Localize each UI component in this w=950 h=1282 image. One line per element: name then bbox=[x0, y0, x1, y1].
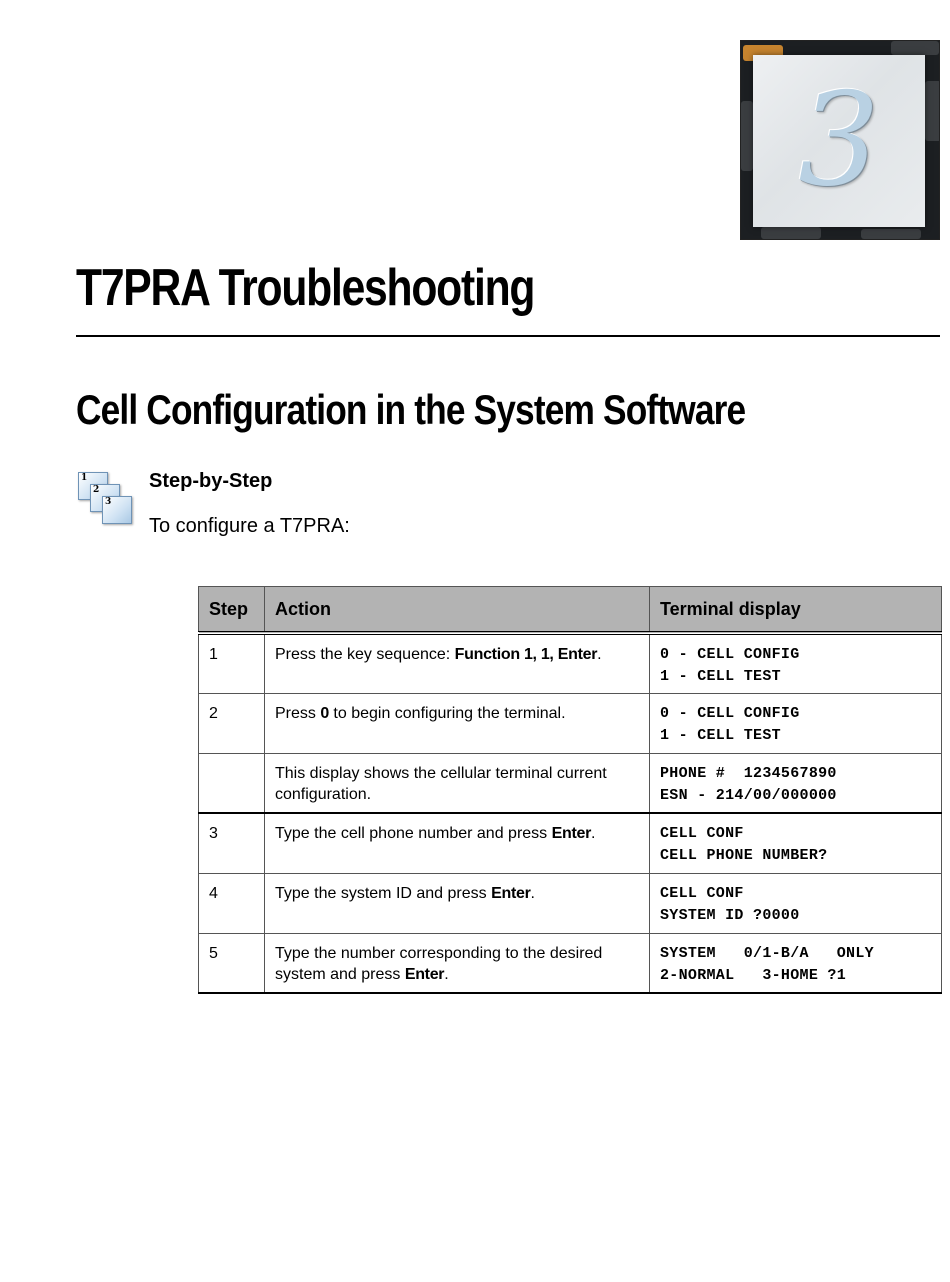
stacked-steps-icon bbox=[78, 472, 134, 530]
title-divider bbox=[76, 335, 940, 337]
action-key: Enter bbox=[491, 884, 531, 902]
action-key: Enter bbox=[404, 965, 445, 983]
step-cell: 3 bbox=[199, 813, 265, 873]
action-text-end: . bbox=[530, 884, 535, 902]
action-text: Press the key sequence: bbox=[275, 646, 455, 663]
chapter-number-tile bbox=[753, 55, 925, 227]
terminal-cell bbox=[650, 753, 942, 813]
table-row bbox=[199, 813, 942, 873]
action-cell bbox=[265, 633, 650, 693]
table-row bbox=[199, 693, 942, 753]
terminal-line: 1 - CELL TEST bbox=[660, 668, 781, 685]
action-cell bbox=[265, 813, 650, 873]
chapter-title: T7PRA Troubleshooting bbox=[76, 259, 535, 317]
action-cell bbox=[265, 873, 650, 933]
terminal-line: SYSTEM 0/1-B/A ONLY bbox=[660, 944, 874, 962]
step-by-step-heading: Step-by-Step bbox=[149, 470, 273, 492]
table-row bbox=[199, 753, 942, 813]
action-text-end: . bbox=[597, 646, 602, 663]
step-card-1: 1 bbox=[78, 472, 108, 500]
step-card-2: 2 bbox=[90, 484, 120, 512]
step-by-step-intro: To configure a T7PRA: bbox=[149, 515, 350, 537]
table-header-row bbox=[199, 587, 942, 634]
action-text-end: to begin configuring the terminal. bbox=[328, 704, 566, 722]
terminal-line: CELL CONF bbox=[660, 884, 744, 902]
action-text-end: . bbox=[444, 965, 449, 983]
action-cell bbox=[265, 933, 650, 993]
table-row bbox=[199, 633, 942, 693]
table-row bbox=[199, 873, 942, 933]
chapter-number: 3 bbox=[798, 66, 880, 215]
terminal-cell bbox=[650, 873, 942, 933]
action-text: Press bbox=[275, 704, 321, 722]
terminal-line: PHONE # 1234567890 bbox=[660, 764, 837, 782]
action-text: Type the system ID and press bbox=[275, 884, 492, 902]
action-text: Type the number corresponding to the desired system and press bbox=[275, 944, 603, 983]
action-text: Type the cell phone number and press bbox=[275, 825, 552, 842]
terminal-line: 0 - CELL CONFIG bbox=[660, 704, 800, 722]
terminal-cell bbox=[650, 693, 942, 753]
header-step: Step bbox=[199, 587, 265, 634]
step-cell: 5 bbox=[199, 933, 265, 993]
terminal-line: 1 - CELL TEST bbox=[660, 726, 781, 744]
step-card-3: 3 bbox=[102, 496, 132, 524]
terminal-cell bbox=[650, 813, 942, 873]
action-cell bbox=[265, 693, 650, 753]
terminal-line: CELL PHONE NUMBER? bbox=[660, 847, 828, 864]
action-key: 0 bbox=[320, 704, 329, 722]
step-cell: 2 bbox=[199, 693, 265, 753]
action-key: Function 1, 1, Enter bbox=[454, 646, 598, 663]
terminal-line: CELL CONF bbox=[660, 825, 744, 842]
terminal-line: 0 - CELL CONFIG bbox=[660, 646, 800, 663]
step-cell: 1 bbox=[199, 633, 265, 693]
table-row bbox=[199, 933, 942, 993]
terminal-cell bbox=[650, 933, 942, 993]
terminal-line: SYSTEM ID ?0000 bbox=[660, 906, 800, 924]
action-cell bbox=[265, 753, 650, 813]
chapter-number-badge bbox=[740, 40, 940, 240]
step-cell bbox=[199, 753, 265, 813]
action-text: This display shows the cellular terminal current configuration. bbox=[275, 764, 607, 803]
action-key: Enter bbox=[551, 825, 592, 842]
procedure-table bbox=[198, 586, 942, 994]
terminal-cell bbox=[650, 633, 942, 693]
terminal-line: ESN - 214/00/000000 bbox=[660, 786, 837, 804]
step-cell: 4 bbox=[199, 873, 265, 933]
terminal-line: 2-NORMAL 3-HOME ?1 bbox=[660, 966, 847, 984]
header-terminal-display: Terminal display bbox=[650, 587, 942, 634]
action-text-end: . bbox=[591, 825, 596, 842]
header-action: Action bbox=[265, 587, 650, 634]
section-title: Cell Configuration in the System Software bbox=[76, 386, 746, 433]
